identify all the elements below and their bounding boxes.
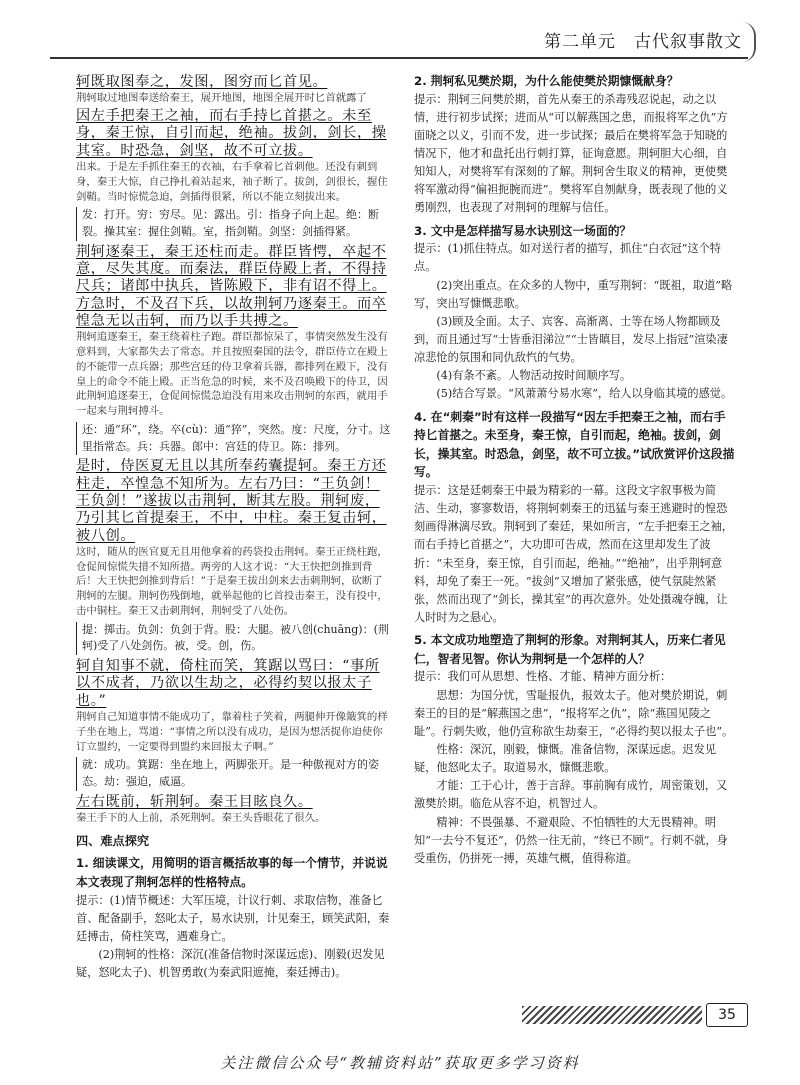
original-passage-4 bbox=[76, 458, 392, 618]
answer-5-character: 性格：深沉，刚毅，慷慨。准备信物，深谋远虑。迟发见疑，他怒叱太子。取道易水，慷慨悲歌。 bbox=[414, 742, 717, 775]
answer-1-part-2: (2)荆轲的性格：深沉(准备信物时深谋远虑)、刚毅(迟发见疑，怒叱太子)、机智勇敢(为秦武阳遮掩，秦廷搏击)。 bbox=[76, 948, 385, 980]
answer-3-part-3: (3)顾及全面。太子、宾客、高渐离、士等在场人物都顾及到，而且通过写“士皆垂泪涕泣”“士皆瞋目，发尽上指冠”渲染凄凉悲怆的氛围和同仇敌忾的气势。 bbox=[414, 314, 728, 365]
vocab-note-1: 发：打开。穷：穷尽。见：露出。引：指身子向上起。绝：断裂。操其室：握住剑鞘。室，指剑鞘。剑坚：剑插得紧。 bbox=[76, 207, 392, 240]
answer-5-thought: 思想：为国分忧，雪耻报仇，报效太子。他对樊於期说，刺秦王的目的是“解燕国之患”，“报将军之仇”，除“燕国见陵之耻”。行刺失败，他仍宣称欲生劫秦王，“必得约契以报太子也”。 bbox=[414, 688, 734, 738]
footer-watermark: 关注微信公众号“教辅资料站”获取更多学习资料 bbox=[220, 1054, 580, 1072]
answer-3-part-1: 提示：(1)抓住特点。如对送行者的描写，抓住“白衣冠”这个特点。 bbox=[414, 242, 721, 274]
original-text: 荆轲逐秦王，秦王还柱而走。群臣皆愕，卒起不意，尽失其度。而秦法，群臣侍殿上者，不得持尺兵；诸郎中执兵，皆陈殿下，非有诏不得上。方急时，不及召下兵，以故荆轲乃逐秦王。而卒惶急无以击轲，而乃以手共搏之。 bbox=[76, 243, 387, 329]
answer-5-spirit: 精神：不畏强暴、不避艰险、不怕牺牲的大无畏精神。明知“一去兮不复还”，仍然一往无前，“终已不顾”。行刺不就，身受重伤，仍拼死一搏，英雄气概，值得称道。 bbox=[414, 815, 728, 865]
vocab-note-3: 提：掷击。负剑：负剑于背。股：大腿。被八创(chuāng)：(荆轲)受了八处剑伤。被，受。创，伤。 bbox=[76, 622, 392, 655]
translation-text: 这时，随从的医官夏无且用他拿着的药袋投击荆轲。秦王正绕柱跑，仓促间惊慌失措不知所措。两旁的人这才说：“大王快把剑推到背后！大王快把剑推到背后！”于是秦王拔出剑来去击刺荆轲，砍断了荆轲的左腿。荆轲伤残倒地，就举起他的匕首投击秦王，没有投中，击中铜柱。秦王又击刺荆轲，荆轲受了八处伤。 bbox=[76, 545, 388, 617]
answer-5-intro: 提示：我们可从思想、性格、才能、精神方面分析： bbox=[414, 670, 672, 684]
left-column bbox=[76, 72, 392, 982]
unit-title: 第二单元 古代叙事散文 bbox=[544, 32, 742, 52]
translation-text: 秦王手下的人上前，杀死荆轲。秦王头昏眼花了很久。 bbox=[76, 812, 326, 825]
original-text: 轲既取图奉之，发图，图穷而匕首见。 bbox=[76, 74, 328, 90]
original-text: 左右既前，斩荆轲。秦王目眩良久。 bbox=[76, 793, 313, 810]
translation-text: 出来。于是左手抓住秦王的衣袖，右手拿着匕首刺他。还没有刺到身，秦王大惊，自己挣扎着站起来，袖子断了。拔剑，剑很长，握住剑鞘。当时惊慌急迫，剑插得很紧，所以不能立刻拔出来。 bbox=[76, 161, 388, 203]
decorative-stripes bbox=[522, 1006, 702, 1024]
original-passage-1 bbox=[76, 74, 392, 106]
original-passage-6 bbox=[76, 794, 392, 826]
original-text: 因左手把秦王之袖，而右手持匕首揕之。未至身，秦王惊，自引而起，绝袖。拔剑，剑长，操其室。时恐急，剑坚，故不可立拔。 bbox=[76, 108, 387, 159]
translation-text: 荆轲取过地图奉送给秦王，展开地图，地图全展开时匕首就露了 bbox=[76, 92, 367, 105]
right-column bbox=[414, 72, 736, 868]
page-number-block bbox=[522, 1003, 748, 1027]
vocab-note-2: 还：通“环”，绕。卒(cù)：通“猝”，突然。度：尺度，分寸。这里指常态。兵：兵器。郎中：宫廷的侍卫。陈：排列。 bbox=[76, 422, 392, 455]
answer-2: 提示：荆轲三问樊於期，首先从秦王的杀毒残忍说起，动之以情，进行初步试探；进而从“可以解燕国之患，而报将军之仇”方面晓之以义，引而不发，进一步试探；最后在樊将军急于知晓的情况下，他才和盘托出行刺打算，征询意愿。荆轲胆大心细，自知知人，对樊将军有深刻的了解。荆轲舍生取义的精神，更使樊将军激动得“偏袒扼腕而进”。樊将军自刎献身，既表现了他的义勇刚烈，也表现了对荆轲的理解与信任。 bbox=[414, 92, 728, 215]
question-4: 4. 在“刺秦”时有这样一段描写“因左手把秦王之袖，而右手持匕首揕之。未至身，秦王惊，自引而起，绝袖。拔剑，剑长，操其室。时恐急，剑坚，故不可立拔。”试欣赏评价这段描写。 bbox=[414, 409, 735, 480]
answer-3-part-4: (4)有条不紊。人物活动按时间顺序写。 bbox=[436, 369, 632, 383]
translation-text: 荆轲自己知道事情不能成功了，靠着柱子笑着，两腿伸开像簸箕的样子坐在地上，骂道：“事情之所以没有成功，是因为想活捉你迫使你订立盟约，一定要得到盟约来回报太子啊。” bbox=[76, 711, 388, 753]
answer-4: 提示：这是廷刺秦王中最为精彩的一幕。这段文字叙事极为简洁、生动，寥寥数语，将荆轲刺秦王的迅猛与秦王逃避时的惶恐刻画得淋漓尽致。荆轲到了秦廷，果如所言，“左手把秦王之袖，而右手持匕首揕之”，大功即可告成，然而在这里却发生了波折：“未至身，秦王惊，自引而起，绝袖。”“绝袖”，出乎荆轲意料，却免了秦王一死。“拔剑”又增加了紧张感，使气氛陡然紧张，然而出现了“剑长，操其室”的再次意外。处处摄魂夺魄，让人时时为之悬心。 bbox=[414, 484, 733, 624]
original-passage-3 bbox=[76, 244, 392, 419]
original-passage-5 bbox=[76, 658, 392, 754]
answer-1-part-1: 提示：(1)情节概述：大军压境，计议行刺、求取信物，准备匕首、配备副手，怒叱太子，易水诀别，计见秦王，顾笑武阳，秦廷搏击，倚柱笑骂，遇难身亡。 bbox=[76, 893, 390, 943]
answer-3-part-2: (2)突出重点。在众多的人物中，重写荆轲：“既祖，取道”略写，突出写慷慨悲歌。 bbox=[414, 278, 733, 310]
question-2: 2. 荆轲私见樊於期，为什么能使樊於期慷慨献身？ bbox=[414, 74, 679, 88]
question-3: 3. 文中是怎样描写易水诀别这一场面的？ bbox=[414, 223, 632, 238]
original-text: 是时，侍医夏无且以其所奉药囊提轲。秦王方还柱走，卒惶急不知所为。左右乃曰：“王负剑！王负剑！”遂拔以击荆轲，断其左股。荆轲废，乃引其匕首提秦王，不中，中柱。秦王复击轲，被八创。 bbox=[76, 458, 387, 544]
answer-3-part-5: (5)结合写景。“风萧萧兮易水寒”，给人以身临其境的感觉。 bbox=[436, 387, 733, 401]
original-text: 轲自知事不就，倚柱而笑，箕踞以骂曰：“事所以不成者，乃欲以生劫之，必得约契以报太子也。” bbox=[76, 658, 380, 709]
header-ornament bbox=[740, 22, 756, 62]
vocab-note-4: 就：成功。箕踞：坐在地上，两脚张开。是一种傲视对方的姿态。劫：强迫，威逼。 bbox=[76, 757, 392, 790]
answer-5-talent: 才能：工于心计，善于言辞。事前胸有成竹，周密策划，又激樊於期。临危从容不迫，机智过人。 bbox=[414, 779, 728, 811]
header-rule bbox=[50, 57, 748, 59]
question-1: 1. 细读课文，用简明的语言概括故事的每一个情节，并说说本文表现了荆轲怎样的性格特点。 bbox=[76, 856, 388, 890]
original-passage-2 bbox=[76, 108, 392, 204]
question-5: 5. 本文成功地塑造了荆轲的形象。对荆轲其人，历来仁者见仁，智者见智。你认为荆轲是一个怎样的人？ bbox=[414, 633, 726, 666]
section-heading: 四、难点探究 bbox=[76, 833, 150, 848]
translation-text: 荆轲追逐秦王，秦王绕着柱子跑。群臣都惊呆了，事情突然发生没有意料到，大家都失去了常态。并且按照秦国的法令，群臣侍立在殿上的不能带一点兵器；那些宫廷的侍卫拿着兵器，都排列在殿下，没有皇上的命令不能上殿。正当危急的时候，来不及召唤殿下的侍卫，因此荆轲追逐秦王，仓促间惊慌急迫没有用来攻击荆轲的东西，就用手一起来与荆轲搏斗。 bbox=[76, 331, 388, 418]
page-number: 35 bbox=[706, 1003, 748, 1027]
page-header bbox=[0, 0, 800, 62]
